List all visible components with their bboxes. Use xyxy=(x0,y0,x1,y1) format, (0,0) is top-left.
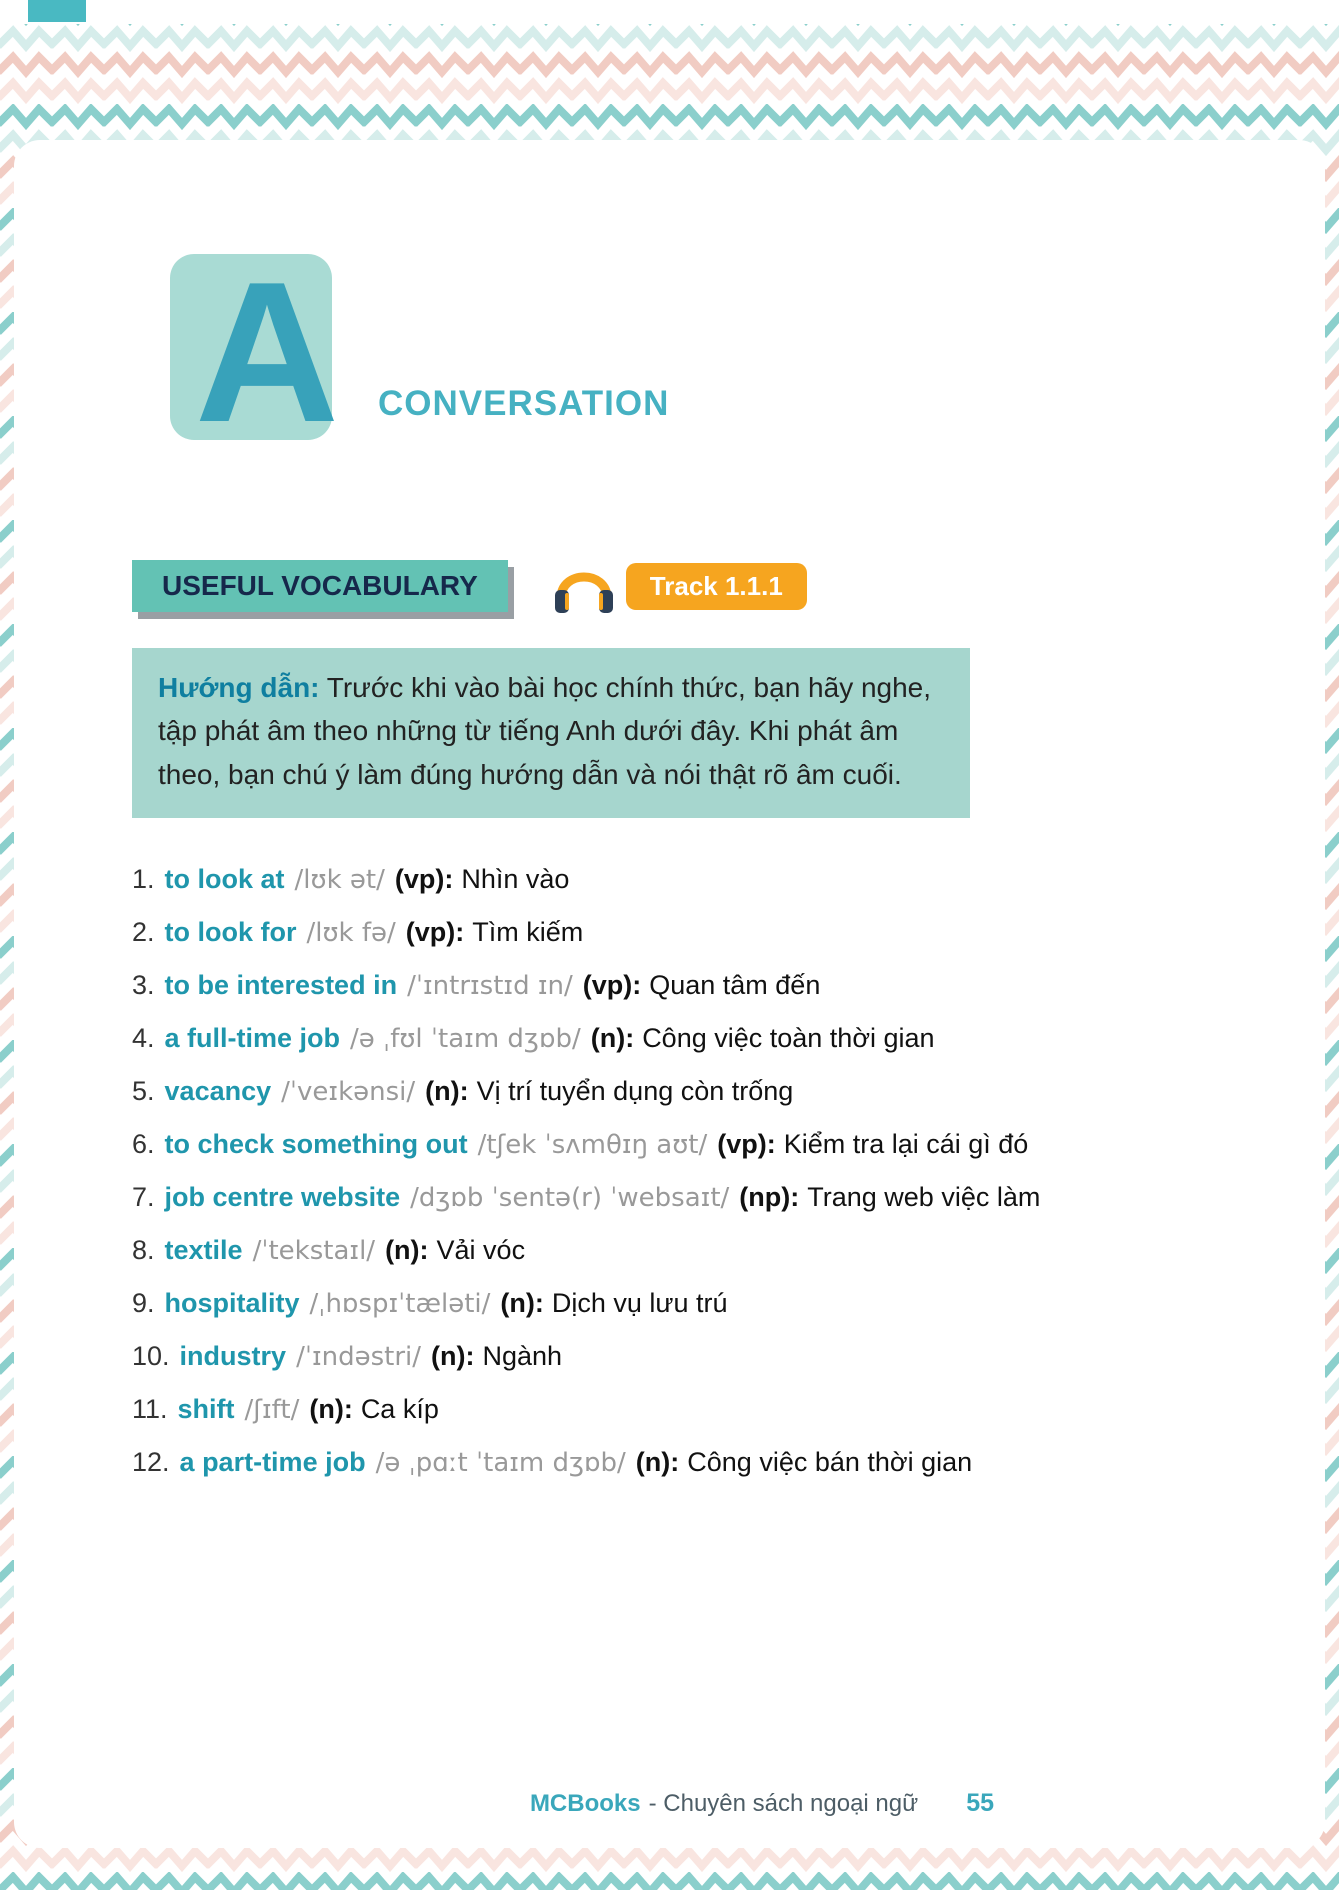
instruction-label: Hướng dẫn: xyxy=(158,672,320,703)
vocab-pos: (n): xyxy=(425,1076,469,1107)
headphones-icon xyxy=(552,556,616,616)
vocab-term: to be interested in xyxy=(164,970,398,1001)
vocab-pos: (n): xyxy=(500,1288,544,1319)
vocab-item xyxy=(132,1447,1325,1478)
vocab-term: to check something out xyxy=(164,1129,468,1160)
vocab-term: industry xyxy=(179,1341,287,1372)
vocab-term: to look for xyxy=(164,917,297,948)
vocab-number: 1. xyxy=(132,864,155,895)
vocab-term: textile xyxy=(164,1235,243,1266)
vocab-item xyxy=(132,1076,1325,1107)
vocab-ipa: /ˈɪndəstri/ xyxy=(296,1342,422,1373)
vocab-pos: (vp): xyxy=(405,917,465,948)
track-badge: Track 1.1.1 xyxy=(626,563,807,610)
publisher-brand: MCBooks xyxy=(529,1790,641,1817)
vocab-pos: (vp): xyxy=(582,970,642,1001)
vocab-item xyxy=(132,864,1325,895)
vocab-number: 4. xyxy=(132,1023,155,1054)
vocab-item xyxy=(132,1341,1325,1372)
vocab-item xyxy=(132,1182,1325,1213)
instruction-box xyxy=(132,648,970,818)
section-letter-badge xyxy=(170,241,340,464)
vocab-meaning: Công việc bán thời gian xyxy=(687,1447,973,1478)
vocab-term: vacancy xyxy=(164,1076,272,1107)
page-number: 55 xyxy=(966,1789,994,1817)
vocab-pos: (np): xyxy=(739,1182,800,1213)
vocab-pos: (n): xyxy=(385,1235,429,1266)
vocab-pos: (n): xyxy=(590,1023,635,1054)
vocab-number: 6. xyxy=(132,1129,155,1160)
vocab-meaning: Kiểm tra lại cái gì đó xyxy=(783,1129,1029,1160)
vocab-ipa: /ʃɪft/ xyxy=(244,1395,300,1426)
section-title: CONVERSATION xyxy=(378,384,670,423)
vocab-ipa: /ˈɪntrɪstɪd ɪn/ xyxy=(407,971,573,1002)
vocab-pos: (n): xyxy=(309,1394,353,1425)
section-header xyxy=(170,140,1325,464)
section-letter: A xyxy=(194,241,340,464)
vocab-number: 10. xyxy=(132,1341,170,1372)
vocab-term: job centre website xyxy=(164,1182,401,1213)
vocabulary-header-row xyxy=(132,556,1325,616)
vocab-number: 11. xyxy=(132,1394,168,1425)
vocab-pos: (vp): xyxy=(717,1129,776,1160)
vocab-term: a part-time job xyxy=(179,1447,366,1478)
vocab-meaning: Công việc toàn thời gian xyxy=(642,1023,935,1054)
vocab-term: shift xyxy=(177,1394,235,1425)
vocab-pos: (n): xyxy=(431,1341,475,1372)
vocab-number: 9. xyxy=(132,1288,155,1319)
vocab-item xyxy=(132,1394,1325,1425)
vocab-meaning: Vải vóc xyxy=(436,1235,526,1266)
content-card xyxy=(14,140,1325,1848)
vocab-number: 7. xyxy=(132,1182,155,1213)
vocab-item xyxy=(132,1288,1325,1319)
vocab-item xyxy=(132,1023,1325,1054)
vocab-ipa: /ə ˌfʊl ˈtaɪm dʒɒb/ xyxy=(350,1024,581,1055)
vocab-term: a full-time job xyxy=(164,1023,341,1054)
vocab-number: 5. xyxy=(132,1076,155,1107)
page-footer xyxy=(132,1789,994,1818)
vocab-item xyxy=(132,1235,1325,1266)
vocab-ipa: /dʒɒb ˈsentə(r) ˈwebsaɪt/ xyxy=(410,1183,730,1214)
vocab-number: 12. xyxy=(132,1447,170,1478)
vocab-pos: (n): xyxy=(635,1447,680,1478)
vocab-ipa: /lʊk fə/ xyxy=(306,918,396,949)
vocab-ipa: /tʃek ˈsʌmθɪŋ aʊt/ xyxy=(477,1130,708,1161)
vocab-meaning: Quan tâm đến xyxy=(649,970,821,1001)
vocab-ipa: /lʊk ət/ xyxy=(294,865,385,896)
vocab-meaning: Tìm kiếm xyxy=(472,917,584,948)
vocab-number: 2. xyxy=(132,917,155,948)
instruction-text: Trước khi vào bài học chính thức, bạn hãy nghe, tập phát âm theo những từ tiếng Anh dưới đây. Khi phát âm theo, bạn chú ý làm đúng hướng dẫn và nói thật rõ âm cuối. xyxy=(158,672,932,790)
vocab-pos: (vp): xyxy=(394,864,454,895)
vocab-meaning: Trang web việc làm xyxy=(807,1182,1041,1213)
vocab-term: hospitality xyxy=(164,1288,300,1319)
publisher-tagline: - Chuyên sách ngoại ngữ xyxy=(648,1790,919,1817)
vocab-meaning: Ngành xyxy=(482,1341,563,1372)
vocab-meaning: Nhìn vào xyxy=(461,864,570,895)
vocab-ipa: /ˈtekstaɪl/ xyxy=(252,1236,376,1267)
vocab-ipa: /ˌhɒspɪˈtæləti/ xyxy=(309,1289,491,1320)
useful-vocabulary-heading: USEFUL VOCABULARY xyxy=(132,560,508,612)
vocab-item xyxy=(132,970,1325,1001)
vocab-meaning: Vị trí tuyển dụng còn trống xyxy=(476,1076,794,1107)
vocab-ipa: /ə ˌpɑːt ˈtaɪm dʒɒb/ xyxy=(375,1448,626,1479)
vocab-item xyxy=(132,917,1325,948)
vocab-ipa: /ˈveɪkənsi/ xyxy=(281,1077,416,1108)
vocabulary-list xyxy=(132,864,1325,1478)
vocab-number: 8. xyxy=(132,1235,155,1266)
vocab-meaning: Ca kíp xyxy=(360,1394,439,1425)
vocab-number: 3. xyxy=(132,970,155,1001)
corner-tab-decoration xyxy=(28,0,86,22)
vocab-item xyxy=(132,1129,1325,1160)
vocab-term: to look at xyxy=(164,864,285,895)
vocab-meaning: Dịch vụ lưu trú xyxy=(551,1288,728,1319)
